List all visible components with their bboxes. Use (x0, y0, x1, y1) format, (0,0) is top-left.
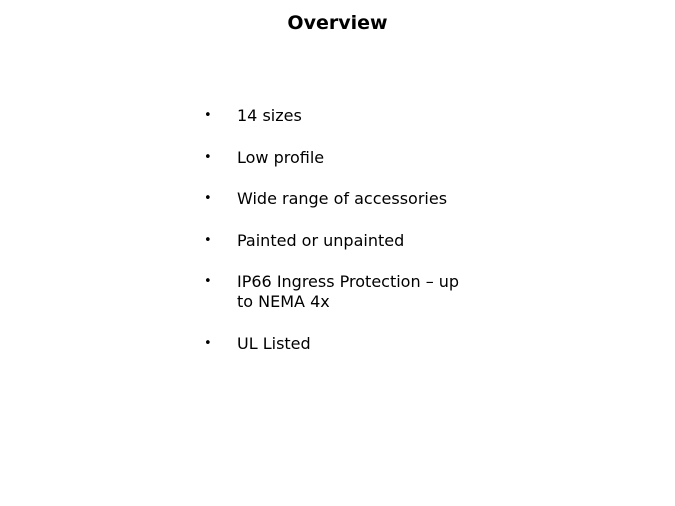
bullet-text: Painted or unpainted (237, 230, 405, 250)
bullet-icon: • (204, 274, 212, 289)
list-item (204, 189, 504, 209)
bullet-icon: • (204, 108, 212, 123)
bullet-icon: • (204, 191, 212, 206)
bullet-icon: • (204, 232, 212, 248)
bullet-text: Wide range of accessories (237, 189, 448, 208)
bullet-icon: • (204, 149, 212, 165)
list-item (204, 106, 504, 126)
list-item (204, 272, 504, 312)
bullet-text: 14 sizes (237, 106, 302, 125)
bullet-text: UL Listed (237, 333, 311, 353)
slide-title: Overview (287, 12, 388, 34)
list-item (204, 148, 504, 168)
bullet-list (204, 106, 504, 375)
bullet-icon: • (204, 335, 212, 351)
list-item (204, 334, 504, 354)
bullet-text: IP66 Ingress Protection – up to NEMA 4x (237, 272, 460, 311)
list-item (204, 231, 504, 251)
bullet-text: Low profile (237, 147, 325, 167)
